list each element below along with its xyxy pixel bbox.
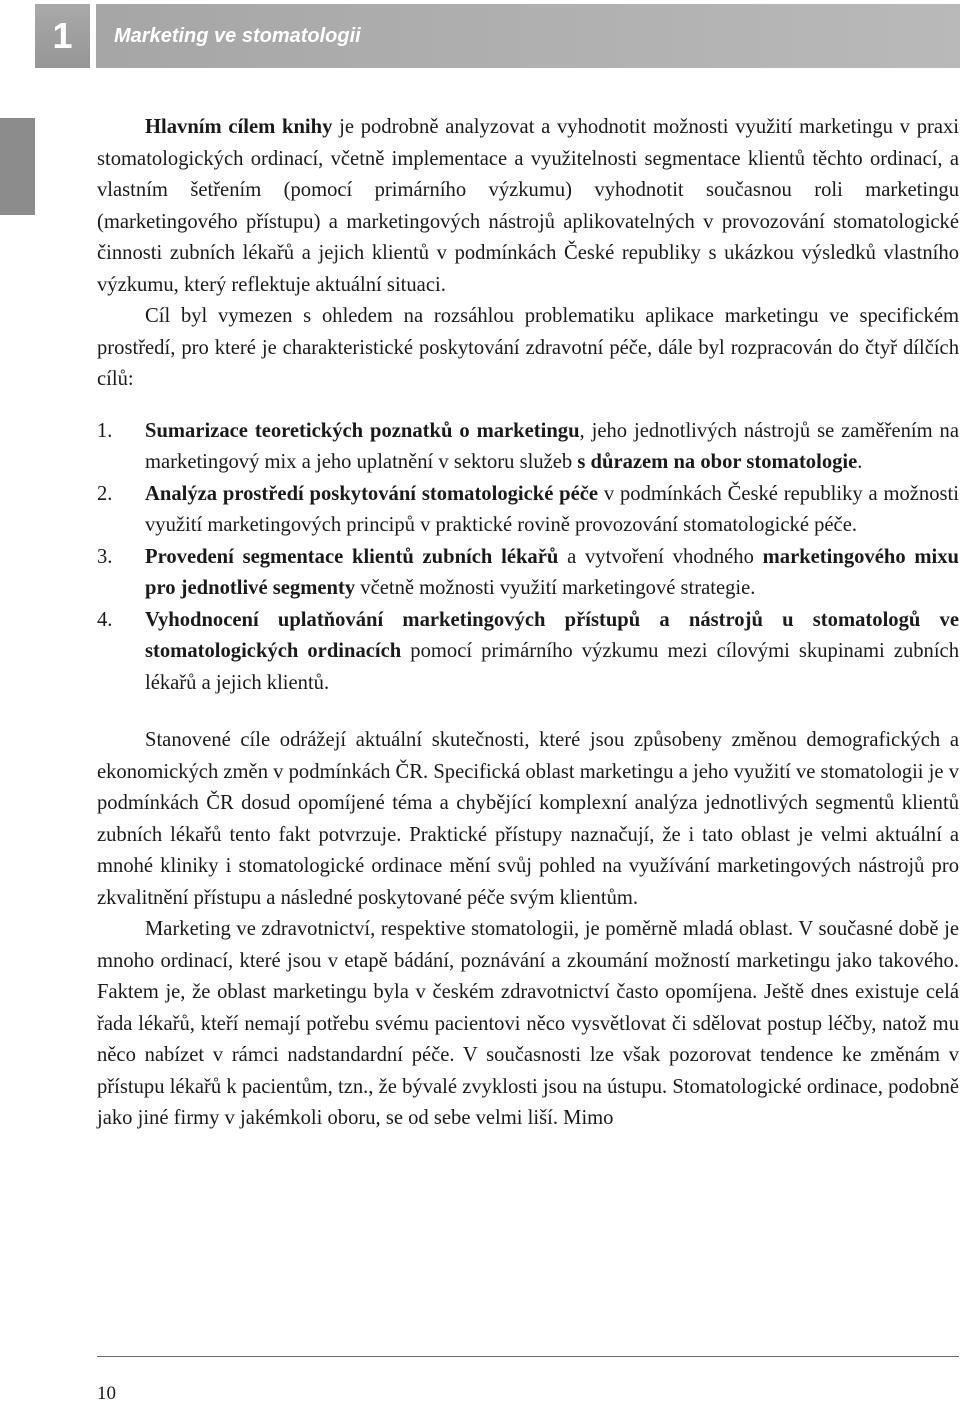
list-item-bold: s důrazem na obor stomatologie <box>577 451 858 473</box>
intro-bold-lead: Hlavním cílem knihy <box>145 116 333 138</box>
chapter-number: 1 <box>52 15 73 56</box>
intro-paragraph-2: Cíl byl vymezen s ohledem na rozsáhlou problematiku aplikace marketingu ve specifickém prostředí, pro které je charakteristické poskytování zdravotní péče, dále byl rozpracován do čtyř dílčích cílů: <box>97 305 959 390</box>
list-item-number: 1. <box>97 419 113 442</box>
chapter-number-box <box>35 4 90 68</box>
footer-divider <box>97 1356 959 1357</box>
body-paragraph-3: Stanovené cíle odrážejí aktuální skutečnosti, které jsou způsobeny změnou demografických a ekonomických změn v podmínkách ČR. Specifická oblast marketingu a jeho využití ve stomatologii je v podmínkách ČR dosud opomíjené téma a chybějící komplexní analýza jednotlivých segmentů klientů zubních lékařů tento fakt potvrzuje. Praktické přístupy naznačují, že i tato oblast je velmi aktuální a mnohé kliniky i stomatologické ordinace mění svůj pohled na využívání marketingových nástrojů pro zkvalitnění přístupu a následné poskytované péče svým klientům. <box>97 729 959 909</box>
list-item-text: v podmínkách České republiky a možnosti využití marketingových principů v praktické rovině provozování stomatologické péče. <box>145 482 959 536</box>
list-item-bold: Vyhodnocení uplatňování marketingových přístupů a nástrojů u stomatologů ve stomatologických ordinacích <box>145 608 959 662</box>
list-item-number: 4. <box>97 608 113 631</box>
list-item <box>97 605 959 700</box>
list-item <box>97 542 959 605</box>
list-item-number: 2. <box>97 482 113 505</box>
intro-paragraph-1 <box>97 112 959 301</box>
chapter-side-tab <box>0 118 35 215</box>
list-item-text: pomocí primárního výzkumu mezi cílovými skupinami zubních lékařů a jejich klientů. <box>145 640 959 694</box>
list-item-number: 3. <box>97 545 113 568</box>
list-item-text: . <box>857 451 863 473</box>
list-item <box>97 479 959 542</box>
list-item-text: , jeho jednotlivých nástrojů se zaměřením na marketingový mix a jeho uplatnění v sektoru služeb <box>145 419 959 473</box>
intro-text: je podrobně analyzovat a vyhodnotit možnosti využití marketingu v praxi stomatologických ordinací, včetně implementace a využitelnosti segmentace klientů těchto ordinací, a vlastním šetřením (pomocí primárního výzkumu) vyhodnotit současnou roli marketingu (marketingového přístupu) a marketingových nástrojů aplikovatelných v provozování stomatologické činnosti zubních lékařů a jejich klientů v podmínkách České republiky s ukázkou výsledků vlastního výzkumu, který reflektuje aktuální situaci. <box>97 116 960 296</box>
list-item <box>97 416 959 479</box>
list-item-text: včetně možnosti využití marketingové strategie. <box>355 577 756 599</box>
page-number: 10 <box>97 1383 116 1404</box>
chapter-title: Marketing ve stomatologii <box>114 24 361 47</box>
list-item-bold: Sumarizace teoretických poznatků o marketingu <box>145 419 580 442</box>
list-item-bold: Analýza prostředí poskytování stomatologické péče <box>145 482 599 505</box>
chapter-header <box>96 4 960 68</box>
goals-list <box>97 416 959 700</box>
body-paragraph-4: Marketing ve zdravotnictví, respektive stomatologii, je poměrně mladá oblast. V současné době je mnoho ordinací, které jsou v etapě bádání, poznávání a zkoumání možností marketingu jako takového. Faktem je, že oblast marketingu byla v českém zdravotnictví často opomíjena. Ještě dnes existuje celá řada lékařů, kteří nemají potřebu svému pacientovi něco vysvětlovat či sdělovat postup léčby, natož mu něco nabízet v rámci nadstandardní péče. V současnosti lze však pozorovat tendence ke změnám v přístupu lékařů k pacientům, tzn., že bývalé zvyklosti jsou na ústupu. Stomatologické ordinace, podobně jako jiné firmy v jakémkoli oboru, se od sebe velmi liší. Mimo <box>97 918 959 1129</box>
list-item-text: a vytvoření vhodného <box>558 545 763 568</box>
page-content <box>97 112 959 1135</box>
list-item-bold: marketingového mixu pro jednotlivé segmenty <box>145 545 960 599</box>
list-item-bold: Provedení segmentace klientů zubních lékařů <box>145 545 559 568</box>
